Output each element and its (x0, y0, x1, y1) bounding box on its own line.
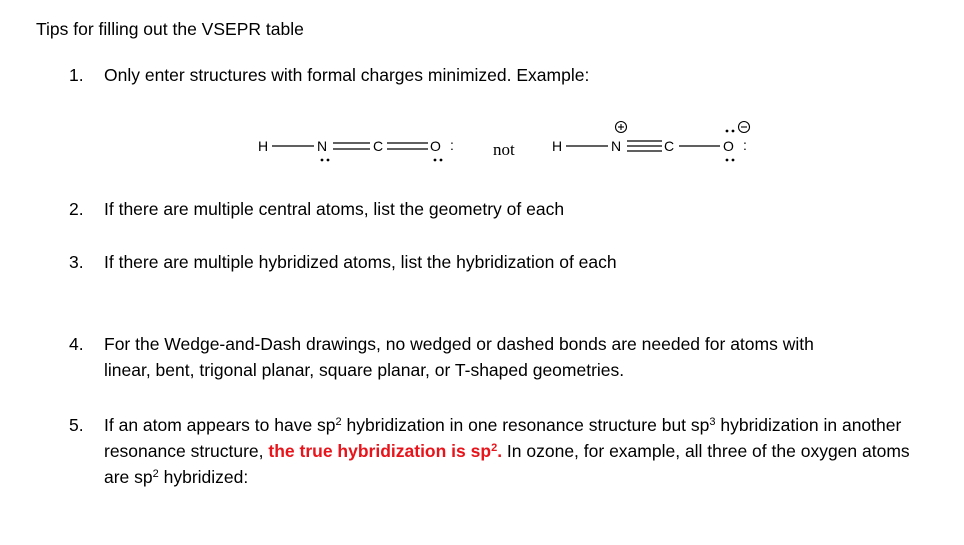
good-o-lone-pair-right: : (450, 137, 454, 153)
not-separator: not (493, 140, 515, 159)
good-atom-h: H (258, 138, 269, 154)
tip-4-number: 4. (69, 334, 84, 354)
bad-atom-h: H (552, 138, 563, 154)
tip-4-text (104, 331, 914, 383)
minus-charge-icon (739, 122, 750, 133)
tip-1-text: Only enter structures with formal charges minimized. Example: (104, 65, 590, 85)
bad-atom-o: O (723, 138, 734, 154)
bad-o-lone-pair-bottom (726, 159, 729, 162)
lewis-structures-example (0, 110, 964, 175)
bad-atom-n: N (611, 138, 622, 154)
tip-5-text: If an atom appears to have $sp^2$ hybridization in one resonance structure but $sp^3$ hybridization in another resonance structure, the true hybridization is $sp^2$. In ozone, for example, all three of the oxygen atoms are $sp^2$ hybridized: (104, 415, 910, 487)
plus-charge-icon (616, 122, 627, 133)
good-atom-n: N (317, 138, 328, 154)
tip-2-number: 2. (69, 199, 84, 219)
good-n-lone-pair (321, 159, 324, 162)
page-title: Tips for filling out the VSEPR table (36, 19, 304, 39)
good-o-lone-pair-bottom (434, 159, 437, 162)
bad-o-lone-pair-top (726, 130, 729, 133)
tip-1-number: 1. (69, 65, 84, 85)
bad-structure (552, 122, 750, 162)
tip-2-text: If there are multiple central atoms, list the geometry of each (104, 199, 565, 219)
bad-o-lone-pair-right: : (743, 137, 747, 153)
good-structure (258, 137, 454, 161)
tip-5-number: 5. (69, 415, 84, 435)
tip-4-line-1: For the Wedge-and-Dash drawings, no wedged or dashed bonds are needed for atoms with (104, 334, 814, 354)
tip-3-text: If there are multiple hybridized atoms, list the hybridization of each (104, 252, 617, 272)
good-atom-o: O (430, 138, 441, 154)
good-atom-c: C (373, 138, 384, 154)
true-hybridization-highlight: the true hybridization is $sp^2$. (268, 441, 503, 461)
tip-3-number: 3. (69, 252, 84, 272)
bad-atom-c: C (664, 138, 675, 154)
tip-4-line-2: linear, bent, trigonal planar, square planar, or T-shaped geometries. (104, 360, 625, 380)
